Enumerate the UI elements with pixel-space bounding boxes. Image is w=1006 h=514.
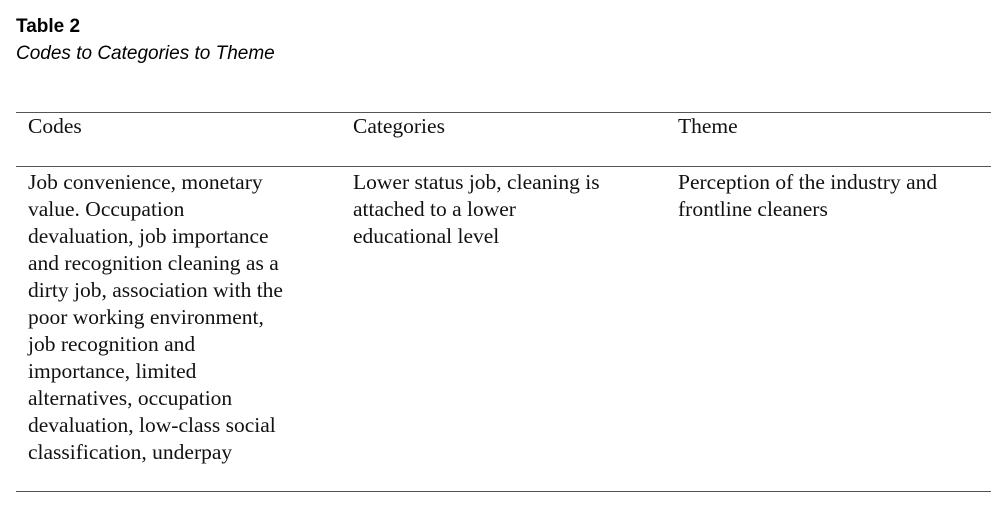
header-codes: Codes [28,114,82,138]
cell-line: classification, underpay [28,440,233,464]
table-label: Table 2 [16,16,81,37]
cell-categories [353,169,663,250]
cell-line: Perception of the industry and [678,170,938,194]
cell-line: attached to a lower [353,197,516,221]
header-theme: Theme [678,114,738,138]
cell-line: devaluation, job importance [28,224,269,248]
cell-line: value. Occupation [28,197,185,221]
table-caption: Codes to Categories to Theme [16,43,275,64]
cell-line: alternatives, occupation [28,386,233,410]
cell-line: dirty job, association with the [28,278,283,302]
cell-theme [678,169,993,223]
cell-line: Lower status job, cleaning is [353,170,600,194]
cell-line: poor working environment, [28,305,264,329]
cell-line: educational level [353,224,500,248]
cell-line: devaluation, low-class social [28,413,276,437]
cell-codes [28,169,338,466]
table-header-rule [16,166,991,167]
cell-line: frontline cleaners [678,197,828,221]
cell-line: and recognition cleaning as a [28,251,279,275]
cell-line: job recognition and [28,332,196,356]
cell-line: Job convenience, monetary [28,170,263,194]
table-bottom-rule [16,491,991,492]
header-categories: Categories [353,114,445,138]
cell-line: importance, limited [28,359,197,383]
